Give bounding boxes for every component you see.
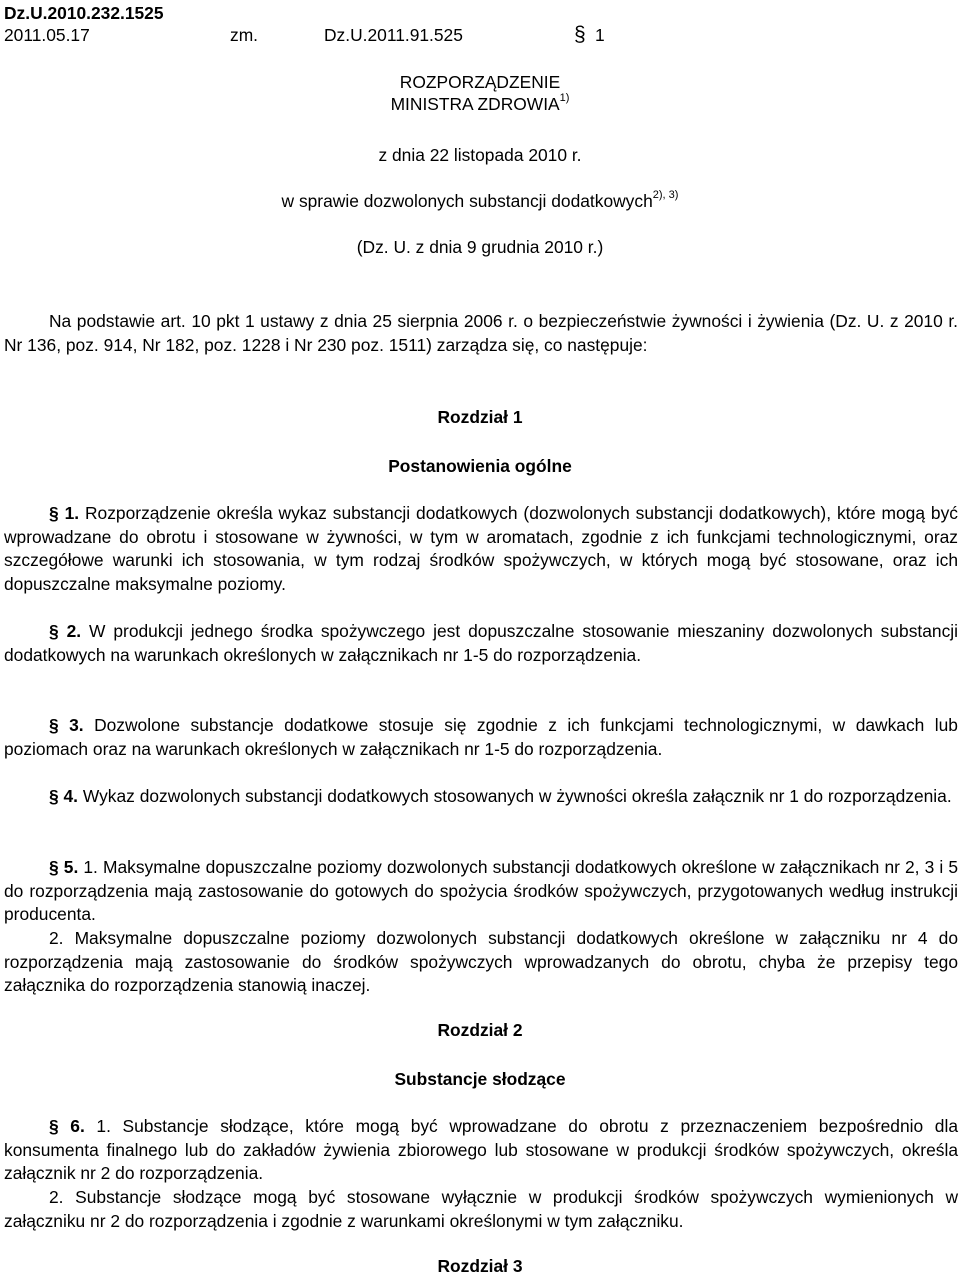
publication-reference: (Dz. U. z dnia 9 grudnia 2010 r.) (356, 237, 604, 257)
paragraph-number: § 6. (49, 1116, 85, 1136)
paragraph-6-1: § 6. 1. Substancje słodzące, które mogą być wprowadzane do obrotu z przeznaczeniem bezpośrednio dla konsumenta finalnego lub do zakładów żywienia zbiorowego lub stosowane w produkcji środków spożywczych, określa załącznik nr 2 do rozporządzenia. (4, 1116, 958, 1183)
regulation-date: z dnia 22 listopada 2010 r. (378, 145, 582, 165)
section-symbol: § (574, 23, 586, 46)
paragraph-number: § 3. (49, 715, 84, 735)
title-line-1: ROZPORZĄDZENIE (399, 72, 561, 92)
regulation-subject: w sprawie dozwolonych substancji dodatkowych$^{2), 3)}$ (281, 189, 679, 211)
chapter-2-title: Substancje słodzące (394, 1069, 566, 1089)
chapter-2-heading: Rozdział 2 (437, 1020, 523, 1040)
title-line-2: MINISTRA ZDROWIA$^{1)}$ (390, 92, 570, 114)
paragraph-5-2: 2. Maksymalne dopuszczalne poziomy dozwolonych substancji dodatkowych określone w załączniku nr 4 do rozporządzenia mają zastosowanie do środków spożywczych wprowadzanych do obrotu, chyba że przepisy tego załącznika do rozporządzenia stanowią inaczej. (4, 928, 958, 995)
chapter-1-heading: Rozdział 1 (437, 407, 523, 427)
page-number: 1 (595, 25, 605, 45)
header-reference: Dz.U.2010.232.1525 (4, 3, 164, 23)
paragraph-number: § 5. (49, 857, 79, 877)
preamble: Na podstawie art. 10 pkt 1 ustawy z dnia 25 sierpnia 2006 r. o bezpieczeństwie żywności i żywienia (Dz. U. z 2010 r. Nr 136, poz. 914, Nr 182, poz. 1228 i Nr 230 poz. 1511) zarządza się, co następuje: (4, 311, 958, 355)
paragraph-6-2: 2. Substancje słodzące mogą być stosowane wyłącznie w produkcji środków spożywczych wymienionych w załączniku nr 2 do rozporządzenia i zgodnie z warunkami określonymi w tym załączniku. (4, 1187, 958, 1231)
footnote-marker: 2), 3) (652, 189, 679, 201)
paragraph-number: § 1. (49, 503, 80, 523)
paragraph-3: § 3. Dozwolone substancje dodatkowe stosuje się zgodnie z ich funkcjami technologicznymi, w dawkach lub poziomach oraz na warunkach określonych w załącznikach nr 1-5 do rozporządzenia. (4, 715, 958, 759)
paragraph-number: § 4. (49, 786, 79, 806)
paragraph-5-1: § 5. 1. Maksymalne dopuszczalne poziomy dozwolonych substancji dodatkowych określone w załącznikach nr 2, 3 i 5 do rozporządzenia mają zastosowanie do gotowych do spożycia środków spożywczych, przygotowanych według instrukcji producenta. (4, 857, 958, 924)
paragraph-number: § 2. (49, 621, 82, 641)
header-amended-label: zm. (230, 25, 259, 45)
paragraph-1: § 1. Rozporządzenie określa wykaz substancji dodatkowych (dozwolonych substancji dodatkowych), które mogą być wprowadzane do obrotu i stosowane w żywności, w tym w aromatach, zgodnie z ich funkcjami technologicznymi, oraz szczegółowe warunki ich stosowania, w tym rodzaj środków spożywczych, w których mogą być stosowane, oraz ich dopuszczalne maksymalne poziomy. (4, 503, 958, 594)
paragraph-2: § 2. W produkcji jednego środka spożywczego jest dopuszczalne stosowanie mieszaniny dozwolonych substancji dodatkowych na warunkach określonych w załącznikach nr 1-5 do rozporządzenia. (4, 621, 959, 665)
chapter-3-heading: Rozdział 3 (437, 1256, 523, 1276)
footnote-marker: 1) (559, 92, 570, 104)
header-date: 2011.05.17 (4, 25, 90, 45)
chapter-1-title: Postanowienia ogólne (388, 456, 572, 476)
header-amended-reference: Dz.U.2011.91.525 (324, 25, 463, 45)
paragraph-4: § 4. Wykaz dozwolonych substancji dodatkowych stosowanych w żywności określa załącznik nr 1 do rozporządzenia. (49, 786, 952, 806)
